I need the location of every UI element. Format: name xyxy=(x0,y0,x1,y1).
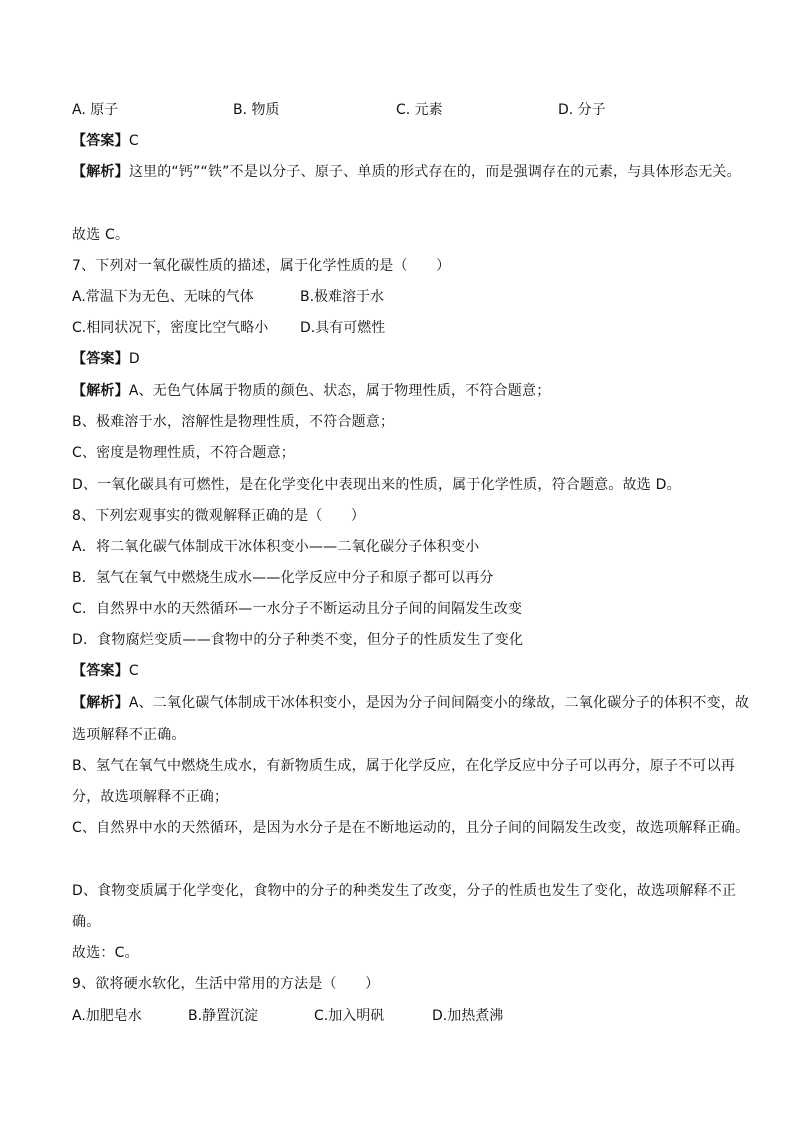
q6-option-a: A. 原子 xyxy=(72,102,119,118)
q9-option-c: C.加入明矾 xyxy=(314,1008,385,1024)
analysis-label: 【解析】 xyxy=(72,383,129,399)
q8-option-c: C．自然界中水的天然循环—一水分子不断运动且分子间的间隔发生改变 xyxy=(72,601,523,617)
q9-option-b: B.静置沉淀 xyxy=(188,1008,259,1024)
q7-stem: 7、下列对一氧化碳性质的描述，属于化学性质的是（ ） xyxy=(72,258,451,274)
answer-value: D xyxy=(128,351,140,367)
analysis-text: 这里的“钙”“铁”不是以分子、原子、单质的形式存在的，而是强调存在的元素，与具体形态无关。 xyxy=(128,164,741,180)
q8-conclusion: 故选：C。 xyxy=(72,945,139,961)
q8-analysis-line-5: C、自然界中水的天然循环，是因为水分子是在不断地运动的，且分子间的间隔发生改变，故选项解释正确。 xyxy=(72,820,750,836)
q6-option-c: C. 元素 xyxy=(396,102,443,118)
q7-analysis-line-3: C、密度是物理性质，不符合题意； xyxy=(72,445,295,461)
q8-analysis-line-6: D、食物变质属于化学变化，食物中的分子的种类发生了改变，分子的性质也发生了变化，故选项解释不正 xyxy=(72,883,737,899)
q8-analysis-line-2: 选项解释不正确。 xyxy=(72,727,186,743)
q6-conclusion: 故选 C。 xyxy=(72,227,130,243)
q7-analysis-line-2: B、极难溶于水，溶解性是物理性质，不符合题意； xyxy=(72,414,395,430)
q7-option-b: B.极难溶于水 xyxy=(300,289,385,305)
q8-option-a: A．将二氧化碳气体制成干冰体积变小——二氧化碳分子体积变小 xyxy=(72,539,480,555)
q6-option-d: D. 分子 xyxy=(558,102,606,118)
analysis-text: A、无色气体属于物质的颜色、状态，属于物理性质，不符合题意； xyxy=(128,383,551,399)
q7-analysis-line-1 xyxy=(72,381,734,401)
analysis-text: A、二氧化碳气体制成干冰体积变小，是因为分子间间隔变小的缘故，二氧化碳分子的体积不变，故 xyxy=(128,695,750,711)
answer-value: C xyxy=(128,663,139,679)
q7-option-c: C.相同状况下，密度比空气略小 xyxy=(72,320,269,336)
q7-answer xyxy=(72,349,734,369)
q9-option-d: D.加热煮沸 xyxy=(432,1008,504,1024)
analysis-label: 【解析】 xyxy=(72,164,129,180)
q8-answer xyxy=(72,661,734,681)
answer-label: 【答案】 xyxy=(72,663,129,679)
analysis-label: 【解析】 xyxy=(72,695,129,711)
q8-option-b: B．氢气在氧气中燃烧生成水——化学反应中分子和原子都可以再分 xyxy=(72,570,494,586)
answer-value: C xyxy=(128,133,139,149)
q7-analysis-line-4: D、一氧化碳具有可燃性，是在化学变化中表现出来的性质，属于化学性质，符合题意。故选 D。 xyxy=(72,477,681,493)
q9-option-a: A.加肥皂水 xyxy=(72,1008,142,1024)
q7-option-d: D.具有可燃性 xyxy=(300,320,386,336)
q6-analysis xyxy=(72,162,741,182)
q6-option-b: B. 物质 xyxy=(233,102,280,118)
q8-stem: 8、下列宏观事实的微观解释正确的是（ ） xyxy=(72,508,366,524)
q9-stem: 9、欲将硬水软化，生活中常用的方法是（ ） xyxy=(72,976,380,992)
answer-label: 【答案】 xyxy=(72,133,129,149)
q8-analysis-line-1 xyxy=(72,693,750,713)
answer-label: 【答案】 xyxy=(72,351,129,367)
q6-answer xyxy=(72,131,734,151)
q7-option-a: A.常温下为无色、无味的气体 xyxy=(72,289,254,305)
q8-analysis-line-4: 分，故选项解释不正确； xyxy=(72,789,229,805)
q8-analysis-line-7: 确。 xyxy=(72,914,101,930)
q8-option-d: D．食物腐烂变质——食物中的分子种类不变，但分子的性质发生了变化 xyxy=(72,632,524,648)
q8-analysis-line-3: B、氢气在氧气中燃烧生成水，有新物质生成，属于化学反应，在化学反应中分子可以再分，原子不可以再 xyxy=(72,758,736,774)
